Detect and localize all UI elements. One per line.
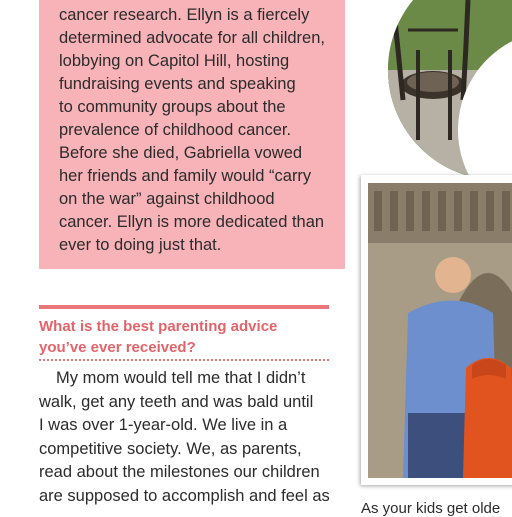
sidebar-line: fundraising events and speaking: [59, 75, 296, 93]
family-photo: [368, 183, 512, 478]
answer-line: walk, get any teeth and was bald until: [39, 392, 314, 411]
sidebar-line: cancer. Ellyn is more dedicated than: [59, 213, 325, 231]
sidebar-line: determined advocate for all children,: [59, 29, 325, 47]
sidebar-line: Before she died, Gabriella vowed: [59, 144, 303, 162]
photo-frame: [361, 175, 512, 485]
garden-photo: [388, 0, 512, 180]
answer-line: I was over 1-year-old. We live in a: [39, 416, 288, 434]
sidebar-line: her friends and family would “carry: [59, 167, 312, 185]
garden-chair-illustration: [388, 0, 512, 180]
answer-line: are supposed to accomplish and feel as: [39, 486, 330, 505]
sidebar-line: lobbying on Capitol Hill, hosting: [59, 52, 290, 70]
answer-line: competitive society. We, as parents,: [39, 439, 302, 458]
sidebar-line: cancer research. Ellyn is a fiercely: [59, 6, 310, 24]
question-heading: [39, 316, 329, 358]
father-son-cathedral-illustration: [368, 183, 512, 478]
answer-line: read about the milestones our children: [39, 463, 320, 481]
section-rule: [39, 305, 329, 309]
sidebar-line: ever to doing just that.: [59, 236, 222, 254]
sidebar-line: to community groups about the: [59, 98, 286, 116]
answer-text: [39, 367, 339, 508]
answer-line: My mom would tell me that I didn’t: [56, 369, 306, 387]
photo-caption: As your kids get olde: [361, 500, 501, 517]
sidebar-box: [39, 0, 345, 269]
dotted-divider: [39, 359, 329, 361]
question-line: What is the best parenting advice: [39, 318, 278, 335]
sidebar-text: [59, 4, 341, 257]
sidebar-line: prevalence of childhood cancer.: [59, 121, 292, 139]
sidebar-line: on the war” against childhood: [59, 190, 275, 208]
question-line: you’ve ever received?: [39, 339, 196, 356]
